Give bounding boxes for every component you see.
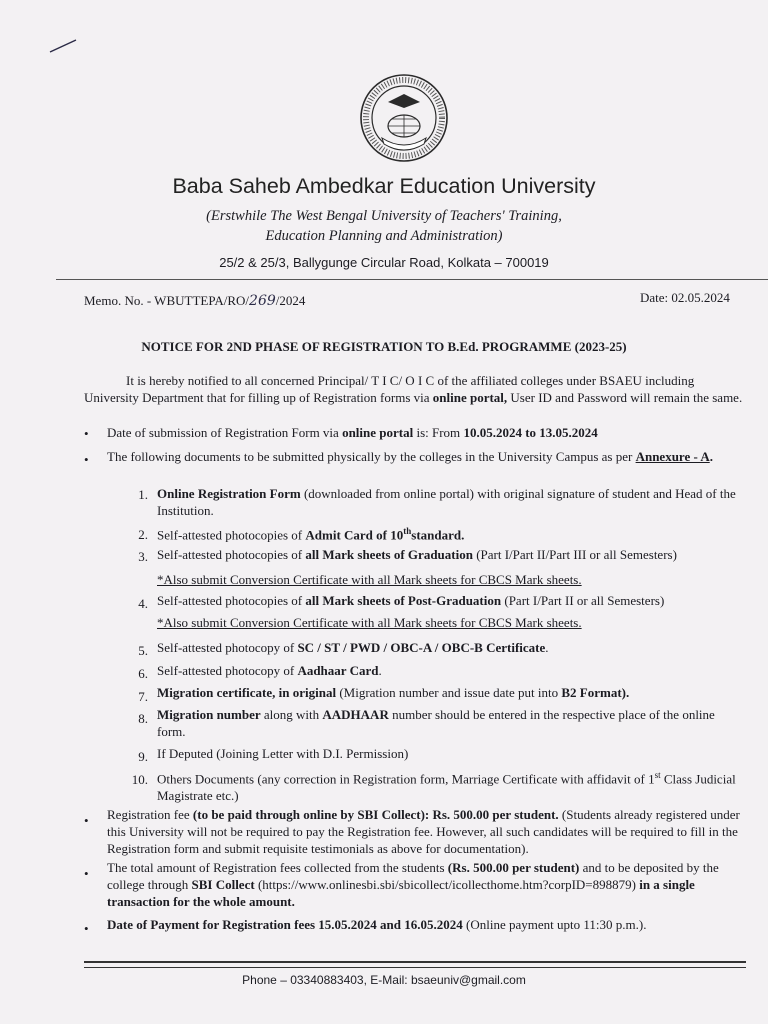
university-seal-logo xyxy=(358,72,450,164)
bold-text: Aadhaar Card xyxy=(297,663,379,678)
intro-paragraph xyxy=(84,372,744,406)
list-number: 8. xyxy=(138,711,148,726)
text: (downloaded from online portal) with original signature of student and Head of the Institution. xyxy=(157,486,736,518)
bullet-documents xyxy=(107,448,747,465)
text: along with xyxy=(260,707,323,722)
cbcs-note: *Also submit Conversion Certificate with all Mark sheets for CBCS Mark sheets. xyxy=(157,615,582,630)
list-item xyxy=(157,662,742,679)
text: (Students already registered under this University will not be required to pay the Registration fee. However, all such candidates will be required to fill in the Registration form and submit requisite testimonials as above for documentation). xyxy=(107,807,740,856)
list-number: 6. xyxy=(138,666,148,681)
text: . xyxy=(545,640,549,655)
bold-text: Online Registration Form xyxy=(157,486,301,501)
bullet-icon: • xyxy=(84,426,89,441)
bullet-icon: • xyxy=(84,813,89,828)
bold-text: online portal xyxy=(342,425,414,440)
list-number: 9. xyxy=(138,749,148,764)
memo-handwritten-number: 269 xyxy=(249,293,276,309)
bold-text: SC / ST / PWD / OBC-A / OBC-B Certificate xyxy=(297,640,546,655)
erstwhile-line-1: (Erstwhile The West Bengal University of Teachers' Training, xyxy=(206,208,562,224)
bold-text: (Rs. 500.00 per student) xyxy=(447,860,580,875)
text: (Online payment upto 11:30 p.m.). xyxy=(462,917,647,932)
text: number should be entered in the respective place of the online form. xyxy=(157,707,715,739)
erstwhile-name xyxy=(0,206,768,246)
bold-text: AADHAAR xyxy=(322,707,389,722)
text: Self-attested photocopies of xyxy=(157,593,306,608)
bold-text: all Mark sheets of Graduation xyxy=(305,547,473,562)
header-divider xyxy=(56,279,768,280)
text: . xyxy=(378,663,382,678)
list-item xyxy=(157,546,742,563)
intro-bold-1: online portal, xyxy=(432,390,508,405)
text: Others Documents (any correction in Registration form, Marriage Certificate with affidavit of 1 xyxy=(157,771,655,787)
footer-divider xyxy=(84,961,746,968)
list-number: 10. xyxy=(131,772,148,787)
list-item xyxy=(157,523,742,543)
university-name: Baba Saheb Ambedkar Education University xyxy=(172,174,596,198)
annexure-link-text: Annexure - A xyxy=(635,449,710,464)
memo-prefix: Memo. No. - WBUTTEPA/RO/ xyxy=(84,293,250,308)
list-item xyxy=(157,706,742,740)
memo-suffix: /2024 xyxy=(275,293,306,308)
text: (Part I/Part II or all Semesters) xyxy=(501,593,665,608)
bullet-icon: • xyxy=(84,921,89,936)
intro-text-1: It is hereby notified to all concerned Principal/ T I C/ O I C of the affiliated colleges under BSAEU including University Department that for filling up of Registration forms via xyxy=(84,373,695,405)
university-address: 25/2 & 25/3, Ballygunge Circular Road, Kolkata – 700019 xyxy=(219,255,549,270)
list-item xyxy=(157,485,742,519)
text: Self-attested photocopy of xyxy=(157,663,298,678)
list-item xyxy=(157,684,742,701)
text: The total amount of Registration fees collected from the students xyxy=(107,860,448,875)
bullet-fee-deposit xyxy=(107,859,747,910)
erstwhile-line-2: Education Planning and Administration) xyxy=(265,228,503,244)
text: . xyxy=(709,449,713,464)
text: Self-attested photocopies of xyxy=(157,527,306,543)
bold-text: Migration number xyxy=(157,707,261,722)
text: (Part I/Part II/Part III or all Semesters) xyxy=(472,547,677,562)
bold-text: (to be paid through online by SBI Collect): Rs. 500.00 per student. xyxy=(192,807,559,822)
text: Self-attested photocopies of xyxy=(157,547,306,562)
superscript: th xyxy=(403,526,412,536)
bold-text: Admit Card of 10 xyxy=(305,527,404,543)
bold-text: SBI Collect xyxy=(191,877,255,892)
cbcs-note: *Also submit Conversion Certificate with all Mark sheets for CBCS Mark sheets. xyxy=(157,572,582,587)
bullet-icon: • xyxy=(84,866,89,881)
list-item: If Deputed (Joining Letter with D.I. Permission) xyxy=(157,746,409,761)
text: Self-attested photocopy of xyxy=(157,640,298,655)
text: (https://www.onlinesbi.sbi/sbicollect/icollecthome.htm?corpID=898879) xyxy=(254,877,640,892)
list-number: 1. xyxy=(138,487,148,502)
memo-date: Date: 02.05.2024 xyxy=(640,290,730,305)
bold-text: in a single transaction for the whole amount xyxy=(107,877,695,909)
text: Date of submission of Registration Form via xyxy=(107,425,343,440)
text: . xyxy=(291,894,295,909)
bold-text: Date of Payment for Registration fees 15.05.2024 and 16.05.2024 xyxy=(107,917,463,932)
intro-text-2: User ID and Password will remain the same. xyxy=(507,390,743,405)
bullet-submission-date xyxy=(107,424,747,441)
list-number: 5. xyxy=(138,643,148,658)
text: (Migration number and issue date put into xyxy=(336,685,562,700)
text: and to be deposited by the college through xyxy=(107,860,719,892)
bold-text: all Mark sheets of Post-Graduation xyxy=(305,593,502,608)
bold-text: 10.05.2024 to 13.05.2024 xyxy=(463,425,598,440)
list-item xyxy=(157,639,742,656)
bold-text: standard. xyxy=(411,527,465,543)
list-item xyxy=(157,592,742,609)
text: Registration fee xyxy=(107,807,193,822)
superscript: st xyxy=(654,770,661,780)
list-item xyxy=(157,767,742,804)
list-number: 3. xyxy=(138,549,148,564)
notice-title: NOTICE FOR 2ND PHASE OF REGISTRATION TO B.Ed. PROGRAMME (2023-25) xyxy=(141,339,627,354)
bullet-payment-date xyxy=(107,916,747,933)
text: The following documents to be submitted physically by the colleges in the University Campus as per xyxy=(107,449,636,464)
bold-text: B2 Format). xyxy=(561,685,630,700)
pencil-mark xyxy=(48,36,80,54)
text: Class Judicial Magistrate etc.) xyxy=(157,771,736,804)
text: is: From xyxy=(413,425,464,440)
footer-contact: Phone – 03340883403, E-Mail: bsaeuniv@gmail.com xyxy=(242,973,526,987)
list-number: 2. xyxy=(138,527,148,542)
list-number: 4. xyxy=(138,596,148,611)
list-number: 7. xyxy=(138,689,148,704)
bullet-registration-fee xyxy=(107,806,747,857)
memo-number xyxy=(84,293,305,309)
bullet-icon: • xyxy=(84,452,89,467)
bold-text: Migration certificate, in original xyxy=(157,685,337,700)
